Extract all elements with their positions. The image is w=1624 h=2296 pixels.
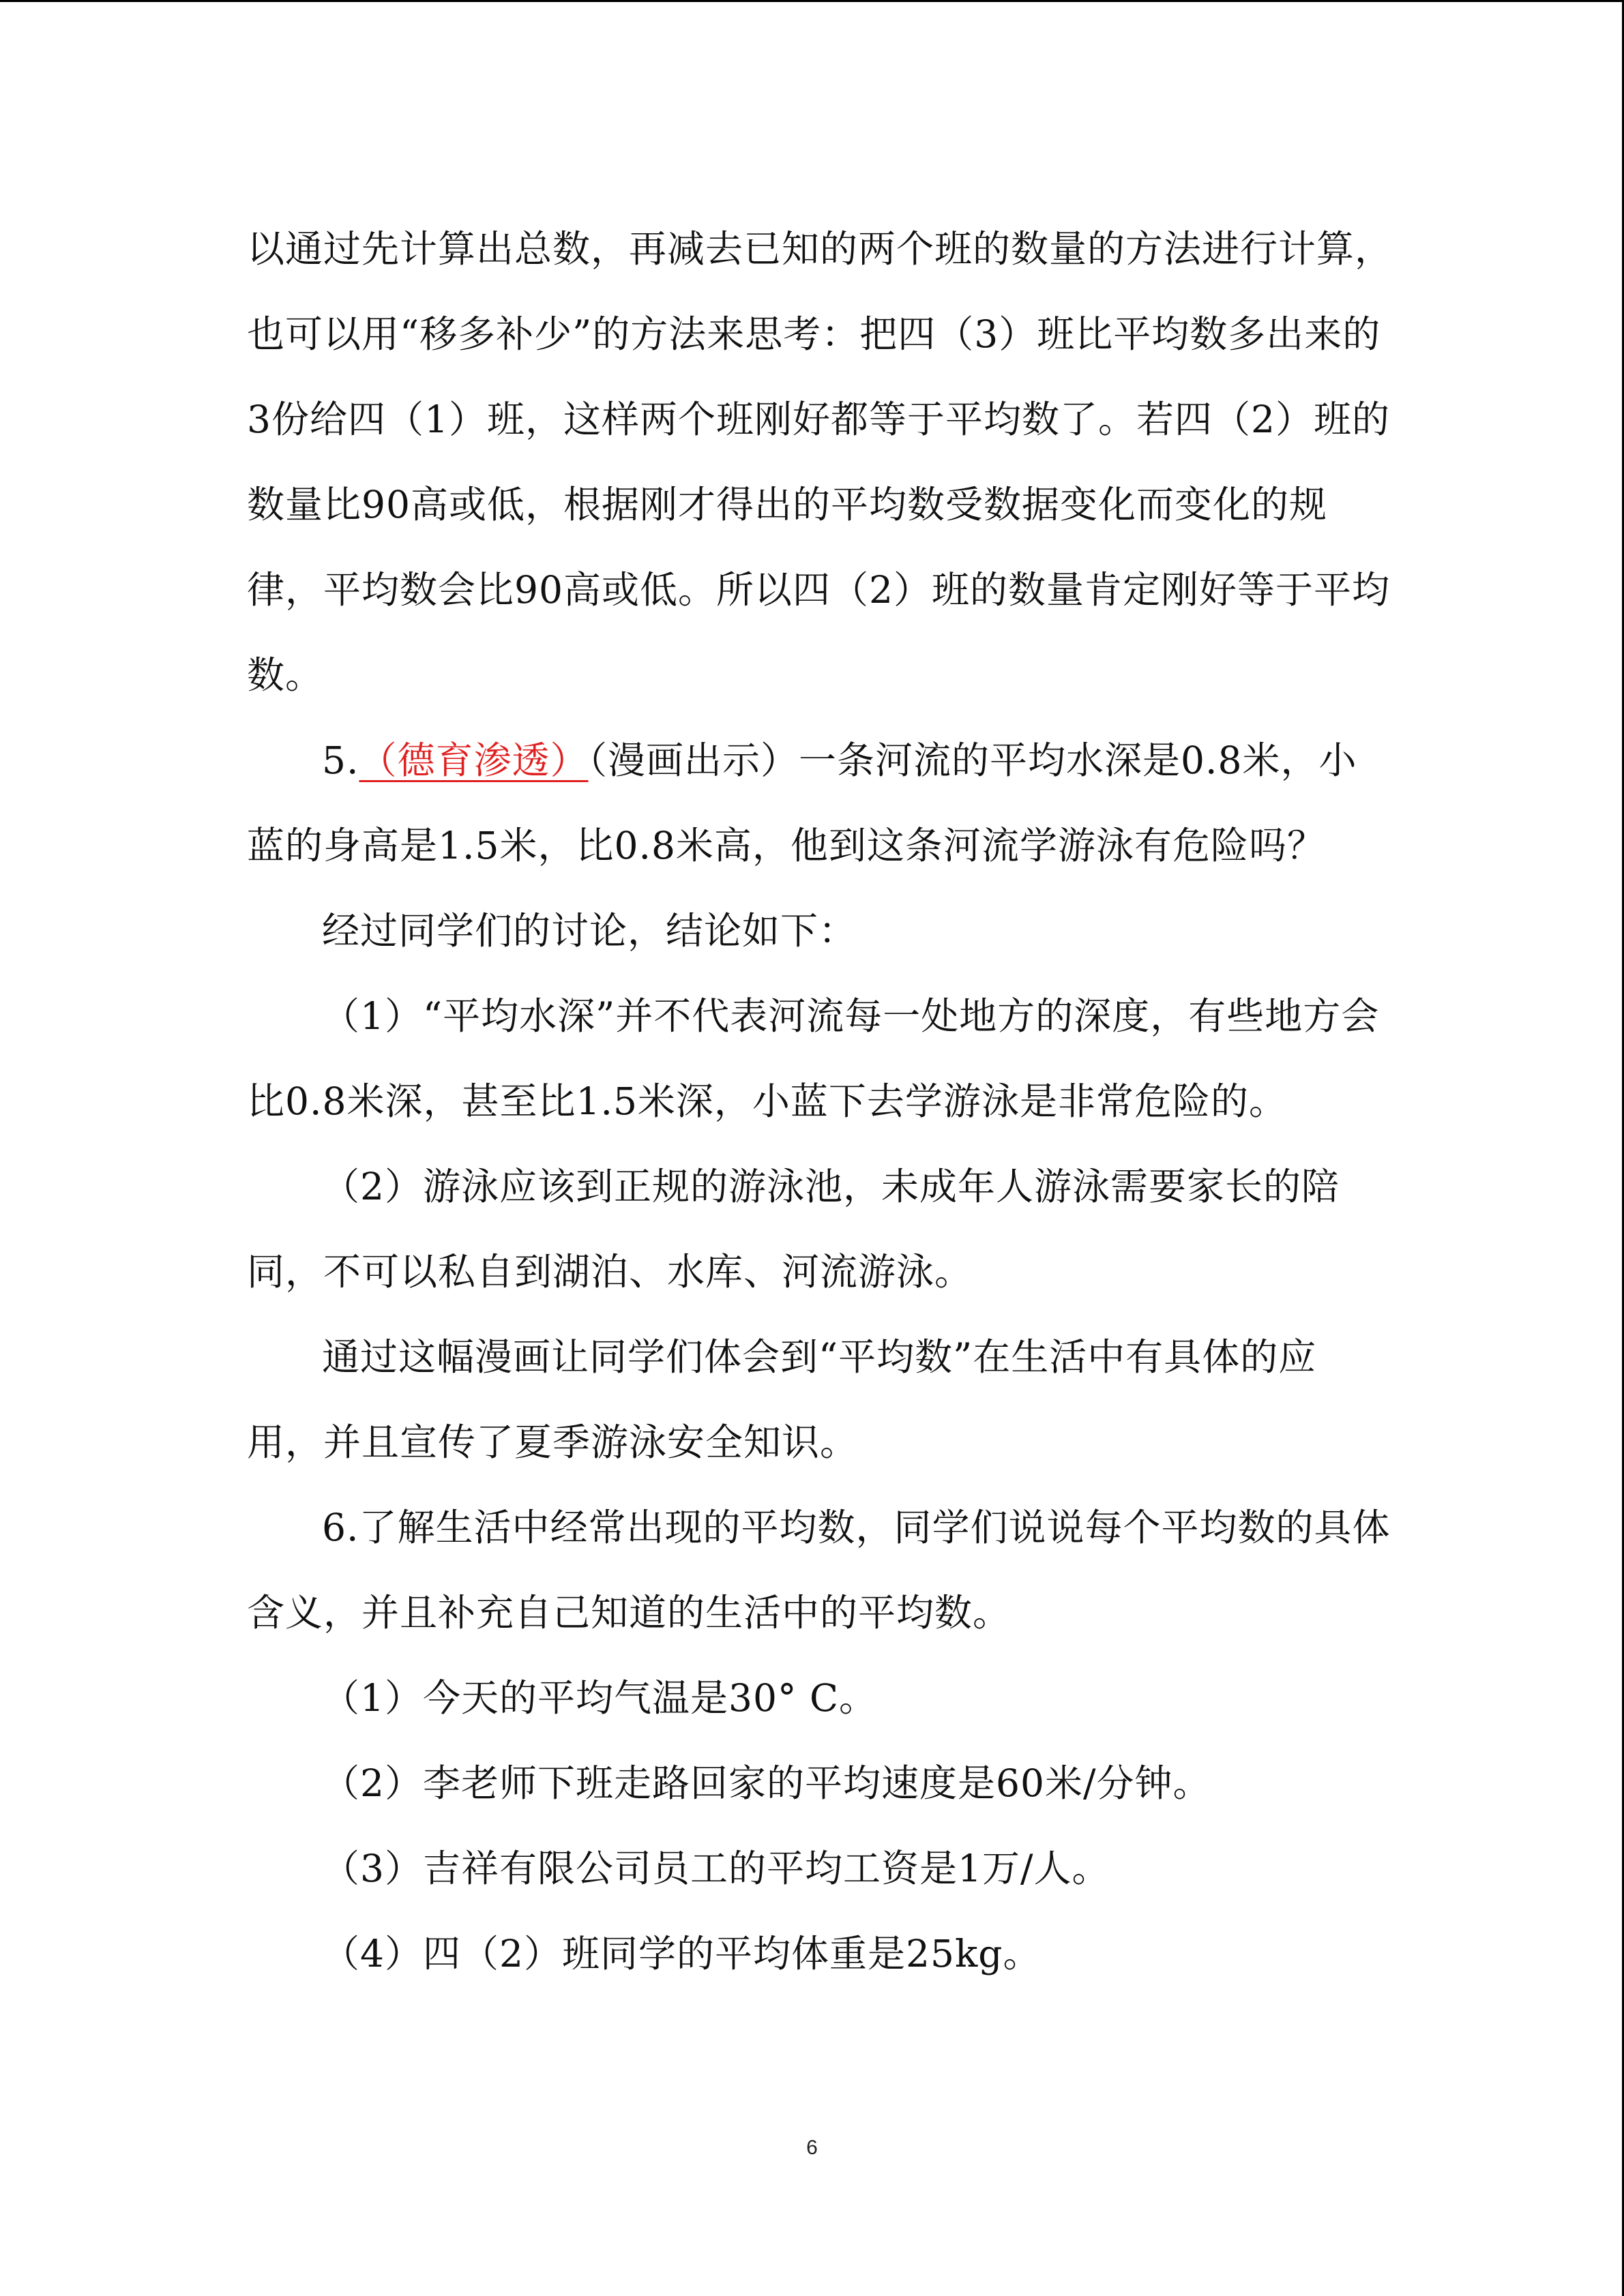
example-speed: （2）李老师下班走路回家的平均速度是60米/分钟。 [322,1761,1211,1805]
example-weight: （4）四（2）班同学的平均体重是25kg。 [322,1932,1042,1976]
example-salary: （3）吉祥有限公司员工的平均工资是1万/人。 [322,1847,1110,1890]
paragraph-comic-summary: 通过这幅漫画让同学们体会到“平均数”在生活中有具体的应用，并且宣传了夏季游泳安全知识。 [247,1335,1317,1464]
example-temperature: （1）今天的平均气温是30° C。 [322,1676,878,1720]
paragraph-conclusion-1: （1）“平均水深”并不代表河流每一处地方的深度，有些地方会比0.8米深，甚至比1.5米深，小蓝下去学游泳是非常危险的。 [247,994,1380,1123]
item-5-number: 5. [322,739,359,782]
document-body [247,207,1393,1997]
paragraph-item-6: 6.了解生活中经常出现的平均数，同学们说说每个平均数的具体含义，并且补充自己知道的生活中的平均数。 [247,1506,1391,1635]
moral-education-label: （德育渗透） [359,739,589,782]
paragraph-average-calculation: 以通过先计算出总数，再减去已知的两个班的数量的方法进行计算，也可以用“移多补少”的方法来思考：把四（3）班比平均数多出来的3份给四（1）班，这样两个班刚好都等于平均数了。若四（2）班的数量比90高或低，根据刚才得出的平均数受数据变化而变化的规律，平均数会比90高或低。所以四（2）班的数量肯定刚好等于平均数。 [247,227,1393,697]
page-number: 6 [806,2136,818,2159]
item-5-question: （漫画出示）一条河流的平均水深是0.8米，小蓝的身高是1.5米，比0.8米高，他到这条河流学游泳有危险吗？ [247,739,1357,867]
paragraph-item-5 [247,718,1393,889]
paragraph-conclusion-2: （2）游泳应该到正规的游泳池，未成年人游泳需要家长的陪同，不可以私自到湖泊、水库、河流游泳。 [247,1165,1340,1294]
paragraph-discussion-intro: 经过同学们的讨论，结论如下： [322,909,857,953]
